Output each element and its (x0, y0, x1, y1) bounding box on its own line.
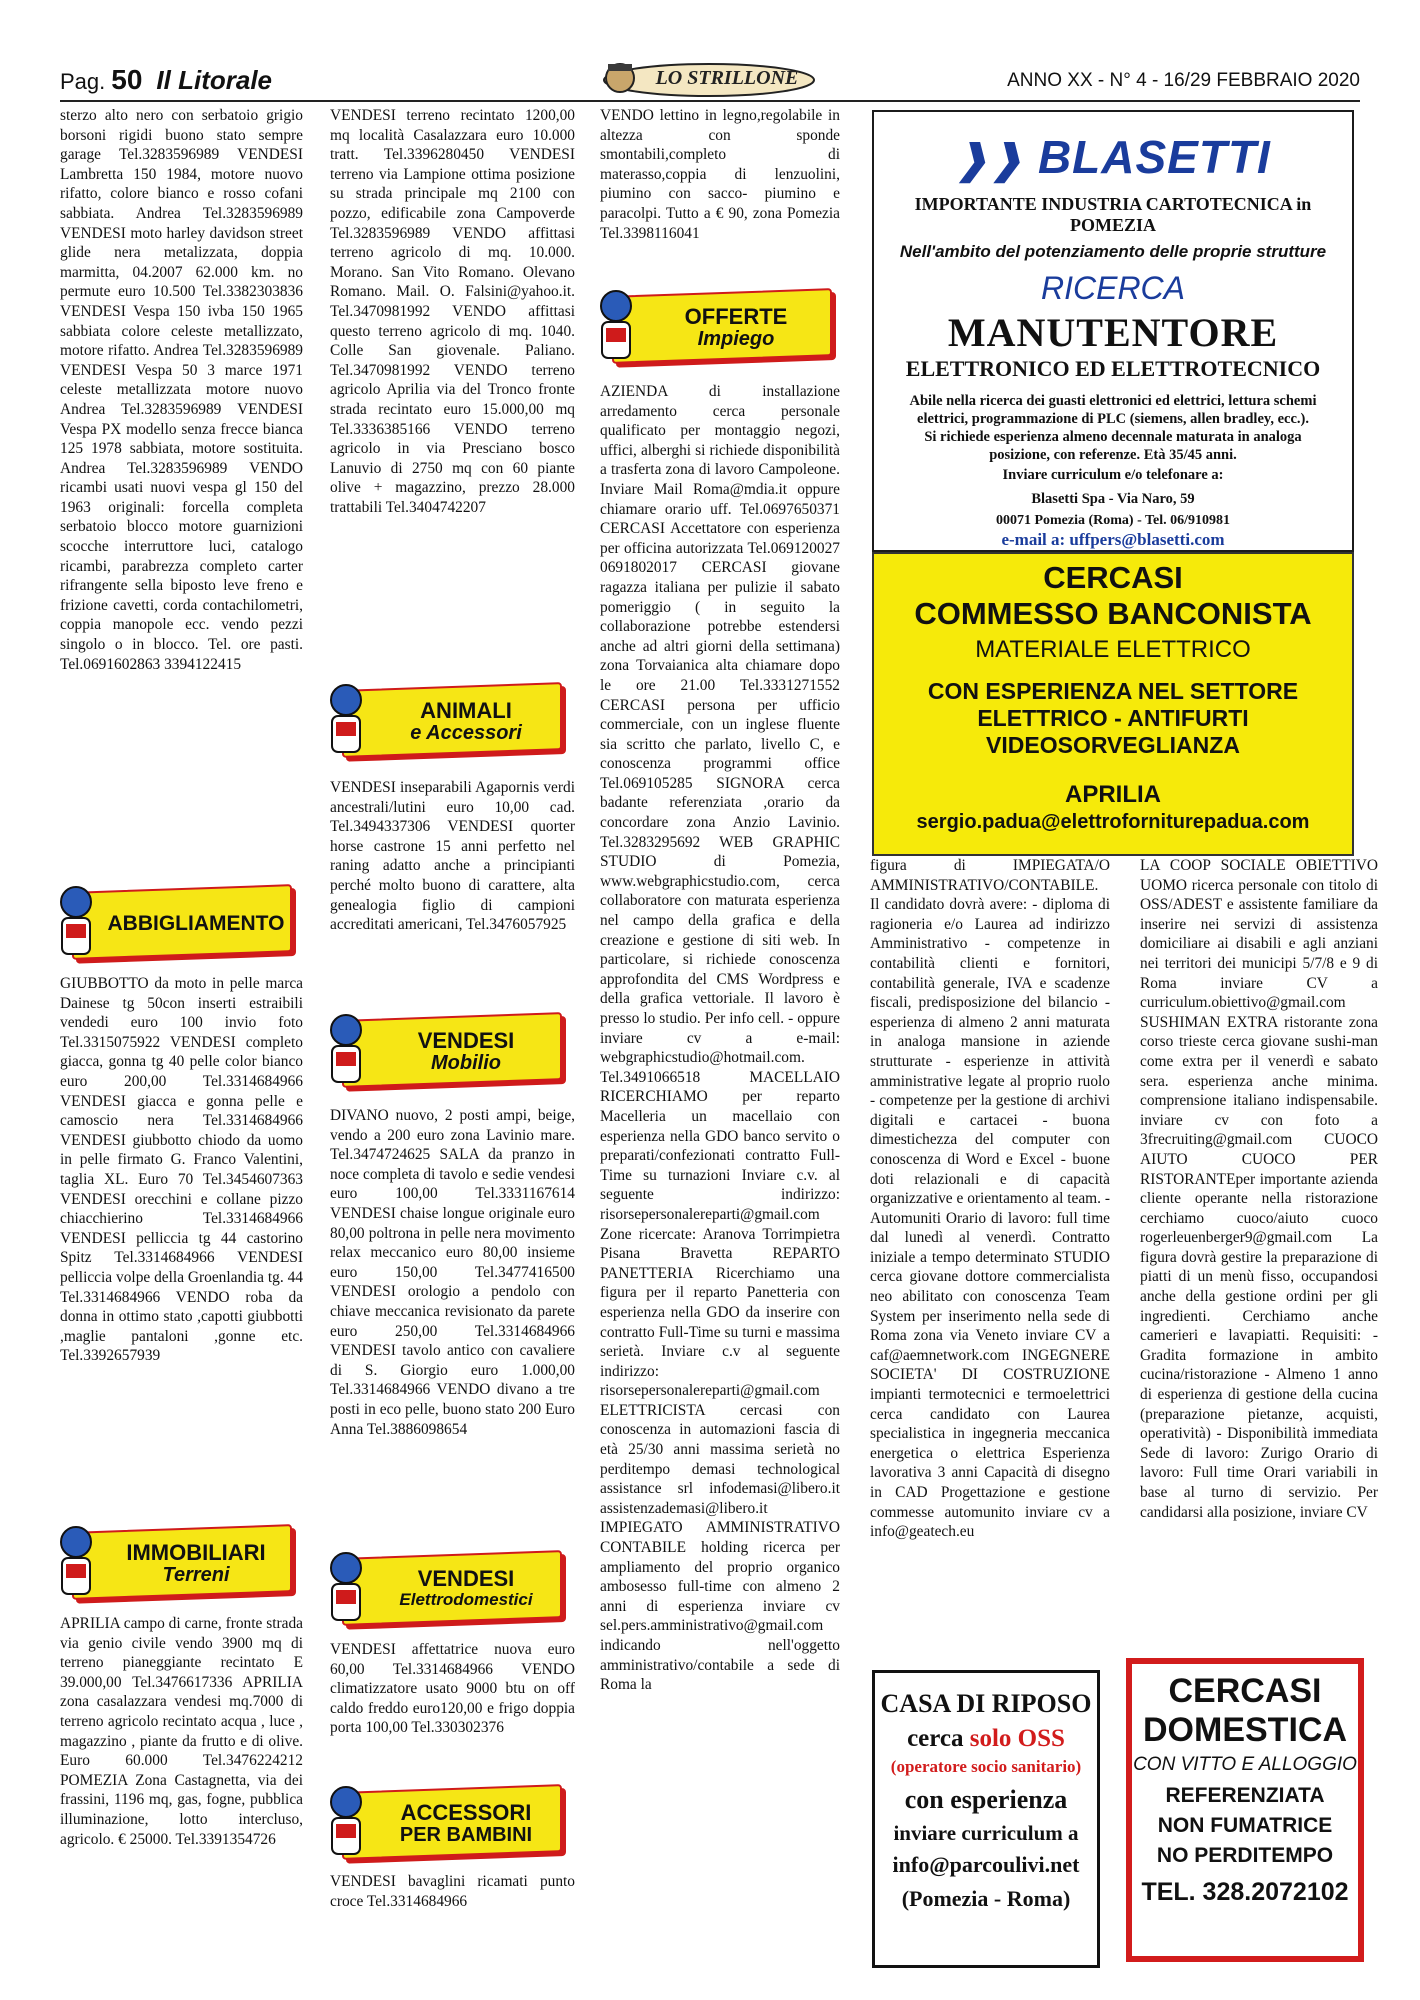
section-subtitle: e Accessori (410, 722, 522, 744)
column-2-bambini (330, 1872, 575, 1911)
casa-l2b: solo OSS (969, 1725, 1065, 1752)
classified-text: VENDESI inseparabili Agapornis verdi ancestrali/lutini euro 10,00 cad. Tel.3494337306 VENDESI quorter horse castrone 15 anni perfetto nel raning adatto anche a principianti perché molto buono di carattere, alta genealogia figlio di campioni accreditati americani, Tel.3476057925 (330, 779, 575, 934)
column-1-immobiliari (60, 1614, 303, 1849)
section-offerte-impiego (592, 284, 832, 366)
newsboy-mascot-icon (322, 1780, 370, 1860)
classified-text: VENDESI affettatrice nuova euro 60,00 Tel.3314684966 VENDO climatizzatore usato 9000 btu on off caldo freddo euro120,00 e frigo doppia porta 100,00 Tel.330302376 (330, 1641, 575, 1737)
casa-l6: info@parcoulivi.net (892, 1852, 1080, 1877)
domestica-l4: REFERENZIATA (1165, 1784, 1325, 1807)
blasetti-company: Blasetti Spa - Via Naro, 59 (1031, 491, 1195, 507)
pag-label: Pag. (60, 69, 106, 94)
classified-text: AZIENDA di installazione arredamento cerca personale qualificato per montaggio negozi, uffici, alberghi si richiede disponibilità a trasferta zona di lavoro Campoleone. Inviare Mail Roma@mdia.it oppure chiamare orario uff. Tel.0697650371 CERCASI Accettatore con esperienza per officina autorizzata Tel.069120027 0691802017 CERCASI giovane ragazza italiana per pulizie il sabato pomeriggio ( in seguito la collaborazione potrebbe estendersi anche ad altri giorni della settimana) zona Torvaianica alta chiamare dopo le ore 21.00 Tel.3331271552 CERCASI persona per ufficio commerciale, con un inglese fluente sia scritto che parlato, livello C, e conoscenza programmi office Tel.069105285 SIGNORA cerca badante referenziata ,orario da concordare zona Anzio Lavinio. Tel.3283295692 WEB GRAPHIC STUDIO di Pomezia, www.webgraphicstudio.com, cerca collaboratore con maturata esperienza nel campo della grafica e della creazione e gestione di siti web. In particolare, si richiede conoscenza approfondita del CMS Wordpress e della grafica vettoriale. Il lavoro è presso lo studio. Per info cell. - oppure inviare cv a e-mail: webgraphicstudio@hotmail.com. Tel.3491066518 MACELLAIO RICERCHIAMO per reparto Macelleria un macellaio con esperienza nella GDO banco servito o preparati/confezionati contratto Full-Time su turnazioni Inviare c.v. al seguente indirizzo: risorsepersonalereparti@gmail.com Zone ricercate: Aranova Torrimpietra Pisana Bravetta REPARTO PANETTERIA Ricerchiamo una figura per il reparto Panetteria con esperienza nella GDO da inserire con contratto Full-Time su turni e massima serietà. Inviare c.v al seguente indirizzo: risorsepersonalereparti@gmail.com ELETTRICISTA cercasi con conoscenza in automazioni fascia di età 25/30 anni massima serietà no perditempo demasi technological assistance srl infodemasi@libero.it assistenzademasi@libero.it IMPIEGATO AMMINISTRATIVO CONTABILE holding ricerca per ampliamento del proprio organico ambosesso full-time con almeno 2 anni di esperienza inviare cv sel.pers.amministrativo@gmail.com indicando nell'oggetto amministrativo/contabile a sede di Roma la (600, 383, 840, 1694)
commesso-city: APRILIA (1065, 781, 1161, 808)
commesso-l5: ELETTRICO - ANTIFURTI (977, 705, 1249, 731)
section-immobiliari (52, 1520, 292, 1602)
column-2-top (330, 106, 575, 517)
page-number-label (60, 64, 272, 96)
double-chevron-icon: ❱❱ (955, 138, 1025, 182)
commesso-l1: CERCASI (1043, 560, 1183, 595)
classified-text: VENDO lettino in legno,regolabile in altezza con sponde smontabili,completo di materasso,coppia di lenzuolini, piumino con sacco- piumino e paracolpi. Tutto a € 90, zona Pomezia Tel.3398116041 (600, 107, 840, 242)
section-title: VENDESI (417, 1028, 515, 1053)
section-title: OFFERTE (684, 304, 788, 329)
blasetti-logo (874, 130, 1352, 184)
commesso-l3: MATERIALE ELETTRICO (975, 636, 1251, 663)
header-rule (60, 100, 1360, 102)
classified-text: GIUBBOTTO da moto in pelle marca Dainese tg 50con inserti estraibili vendedi euro 100 invio foto Tel.3315075922 VENDESI completo giacca, gonna tg 40 pelle color bianco euro 200,00 Tel.3314684966 VENDESI giacca e gonna pelle e camoscio nera Tel.3314684966 VENDESI giubbotto chiodo da uomo in pelle firmato G. Franco Valentini, taglia XL. Euro 70 Tel.3454607363 VENDESI orecchini e collane pizzo chiacchierino Tel.3314684966 VENDESI pelliccia tg 44 castorino Spitz Tel.3314684966 VENDESI pelliccia volpe della Groenlandia tg. 44 Tel.3314684966 VENDO roba da donna in ottimo stato ,capotti giubbotti ,maglie pantaloni ,gonne etc. Tel.3392657939 (60, 975, 303, 1365)
classified-text: LA COOP SOCIALE OBIETTIVO UOMO ricerca personale con titolo di OSS/ADEST e assistente familiare da inserire nei servizi di assistenza domiciliare ai disabili e agli anziani nei territori dei municipi 5/7/8 e 9 di Roma inviare CV a curriculum.obiettivo@gmail.com SUSHIMAN EXTRA ristorante zona corso trieste cerca giovane sushi-man come extra per il venerdì e sabato sera. esperienza anche minima. comprensione italiano indispensabile. inviare cv con foto a 3frecruiting@gmail.com CUOCO AIUTO CUOCO PER RISTORANTEper importante azienda cliente operante nella ristorazione cerchiamo cuoco/aiuto cuoco rogerleuenberger9@gmail.com La figura dovrà gestire la preparazione di piatti di un menù fisso, occupandosi anche della gestione ordini per gli ingredienti. Cerchiamo anche camerieri e lavapiatti. Requisiti: - Gradita formazione in ambito cucina/ristorazione - Almeno 1 anno di esperienza di gestione della cucina (preparazione pietanze, acquisti, operatività) - Disponibilità immediata Sede di lavoro: Zurigo Orario di lavoro: Full time Orari variabili in base al turno di servizio. Per candidarsi alla posizione, inviare CV (1140, 857, 1378, 1521)
section-subtitle: Impiego (697, 328, 775, 350)
section-title: IMMOBILIARI (126, 1540, 266, 1565)
issue-info: ANNO XX - N° 4 - 16/29 FEBBRAIO 2020 (1007, 70, 1360, 91)
casa-l5: inviare curriculum a (893, 1821, 1079, 1845)
blasetti-desc2: Si richiede esperienza almeno decennale maturata in analoga posizione, con referenze. Età 35/45 anni. (924, 429, 1302, 463)
blasetti-address: 00071 Pomezia (Roma) - Tel. 06/910981 (995, 513, 1231, 528)
casa-l7: (Pomezia - Roma) (901, 1886, 1071, 1911)
classified-text: APRILIA campo di carne, fronte strada via genio civile vendo 3900 mq di terreno pianeggiante recintato E 39.000,00 Tel.3476617336 APRILIA zona casalazzara vendesi mq.7000 di terreno agricolo recintato acqua , luce , magazzino , piante da frutto e di olive. Euro 60.000 Tel.3476224212 POMEZIA Zona Castagnetta, via dei frassini, 1196 mq, gas, fogne, pubblica illuminazione, lotto intercluso, agricolo. € 25000. Tel.3391354726 (60, 1615, 303, 1848)
section-elettrodomestici (322, 1546, 562, 1628)
blasetti-ricerca: RICERCA (1040, 270, 1185, 306)
section-subtitle: PER BAMBINI (399, 1824, 533, 1846)
pag-number: 50 (111, 64, 143, 95)
section-title: VENDESI (417, 1566, 515, 1591)
ad-cercasi-domestica (1126, 1658, 1364, 1962)
newsboy-mascot-icon (592, 284, 640, 364)
column-2-animali (330, 778, 575, 935)
domestica-l3: CON VITTO E ALLOGGIO (1133, 1754, 1357, 1775)
classified-text: figura di IMPIEGATA/O AMMINISTRATIVO/CONTABILE. Il candidato dovrà avere: - diploma di ragioneria e/o Laurea ad indirizzo Amministrativo - competenze in contabilità clienti e fornitori, contabilità generale, IVA e scadenze fiscali, predisposizione del bilancio - esperienza di almeno 2 anni maturata in analoga mansione in aziende strutturate - esperienze in attività amministrative legate al proprio ruolo - competenze per la gestione di archivi digitali e cartacei - buona dimestichezza del computer con conoscenza di Word e Excel - buone doti relazionali e di capacità organizzative e orientamento al team. - Automuniti Orario di lavoro: full time dal lunedì al venerdì. Contratto iniziale a tempo determinato STUDIO cerca giovane dottore commercialista neo abilitato con conoscenza Team System per inserimento nella sede di Roma zona via Veneto inviare CV a caf@aemnetwork.com INGEGNERE SOCIETA' DI COSTRUZIONE impianti termotecnici e termoelettrici cerca candidato con Laurea specialistica in ingegneria meccanica energetica o elettrica Esperienza lavorativa 3 anni Capacità di disegno in CAD Progettazione e gestione commesse automunito inviare cv a info@geatech.eu (870, 857, 1110, 1541)
blasetti-email: e-mail a: uffpers@blasetti.com (1001, 530, 1225, 549)
column-3-offerte (600, 382, 840, 1695)
section-mobilio (322, 1008, 562, 1090)
classified-text: VENDESI terreno recintato 1200,00 mq località Casalazzara euro 10.000 tratt. Tel.3396280450 VENDESI terreno via Lampione ottima posizione su strada principale mq 2100 con pozzo, edificabile zona Campoverde Tel.3283596989 VENDO affittasi terreno agricolo di mq. 10.000. Morano. San Vito Romano. Olevano Romano. Mail. O. Falsini@yahoo.it. Tel.3470981992 VENDO affittasi questo terreno agricolo di mq. 1040. Colle San giovenale. Paliano. Tel.3470981992 VENDO terreno agricolo Aprilia via del Tronco fronte strada recintato euro 15.000,00 mq Tel.3336385166 VENDO terreno agricolo in via Presciano bosco Lanuvio di 2750 mq con 60 piante olive + magazzino, prezzo 28.000 trattabili Tel.3404742207 (330, 107, 575, 516)
blasetti-title: MANUTENTORE (947, 310, 1279, 355)
newsboy-mascot-icon (52, 1520, 100, 1600)
blasetti-send: Inviare curriculum e/o telefonare a: (1002, 467, 1224, 483)
column-2-mobilio (330, 1106, 575, 1439)
column-4 (870, 856, 1110, 1542)
domestica-l5: NON FUMATRICE (1157, 1814, 1333, 1837)
section-title: ANIMALI (420, 698, 512, 723)
ad-commesso-banconista (872, 552, 1354, 856)
commesso-l2: COMMESSO BANCONISTA (914, 596, 1312, 631)
newsboy-mascot-icon (322, 678, 370, 758)
column-1-top (60, 106, 303, 674)
lo-strillone-logo (598, 58, 820, 100)
blasetti-line2: Nell'ambito del potenziamento delle proprie strutture (899, 242, 1327, 261)
newsboy-mascot-icon (322, 1008, 370, 1088)
classified-text: sterzo alto nero con serbatoio grigio borsoni rigidi buono stato sempre garage Tel.3283596989 VENDESI Lambretta 150 1984, motore nuovo rifatto, colore bianco e rosso cofani sabbiata. Andrea Tel.3283596989 VENDESI moto harley davidson street glide nera metalizzata, doppia marmitta, 04.2007 62.000 km. no permute euro 10.500 Tel.3382303836 VENDESI Vespa 150 ivba 150 1965 sabbiata colore celeste metallizzato, motore rifatto. Andrea Tel.3283596989 VENDESI Vespa 50 3 marce 1971 celeste metallizzata motore nuovo Andrea Tel.3283596989 VENDESI Vespa PX modello senza frecce bianca 125 1978 sabbiata, motore sostituita. Andrea Tel.3283596989 VENDO ricambi usati nuovi vespa gl 150 del 1963 originali: forcella completa serbatoio blocco motore guarnizioni scocche interruttore luci, catalogo ricambi, parabrezza completo carter rifrangente sella biposto leve freno e frizione cavetti, corda contachilometri, coppia manopole ecc. vendo pezzi singolo o in blocco. Tel. ore pasti. Tel.0691602863 3394122415 (60, 107, 303, 673)
domestica-l7: TEL. 328.2072102 (1141, 1878, 1349, 1906)
casa-l1: CASA DI RIPOSO (880, 1689, 1092, 1718)
commesso-l6: VIDEOSORVEGLIANZA (986, 732, 1240, 758)
casa-l4: con esperienza (904, 1785, 1068, 1814)
section-animali (322, 678, 562, 760)
blasetti-subtitle: ELETTRONICO ED ELETTROTECNICO (905, 356, 1321, 381)
domestica-l1: CERCASI (1168, 1672, 1322, 1710)
commesso-l4: CON ESPERIENZA NEL SETTORE (927, 678, 1299, 704)
column-3-top (600, 106, 840, 243)
newsboy-mascot-icon (322, 1546, 370, 1626)
ad-blasetti (872, 110, 1354, 552)
casa-l3: (operatore socio sanitario) (890, 1757, 1082, 1776)
newsboy-mascot-icon (52, 880, 100, 960)
paper-name: Il Litorale (156, 65, 272, 95)
section-subtitle: Terreni (162, 1564, 230, 1586)
ad-casa-di-riposo (872, 1670, 1100, 1968)
logo-text: LO STRILLONE (655, 67, 799, 89)
section-accessori-bambini (322, 1780, 562, 1862)
classified-text: DIVANO nuovo, 2 posti ampi, beige, vendo a 200 euro zona Lavinio mare. Tel.3474724625 SALA da pranzo in noce completa di tavolo e sedie vendesi euro 100,00 Tel.3331167614 VENDESI chaise longue originale euro 80,00 poltrona in pelle nera movimento relax meccanico euro 80,00 insieme euro 150,00 Tel.3477416500 VENDESI orologio a pendolo con chiave meccanica revisionato da parete euro 250,00 Tel.3314684966 VENDESI tavolo antico con cavaliere di S. Giorgio euro 1.000,00 Tel.3314684966 VENDO divano a tre posti in eco pelle, buono stato 200 Euro Anna Tel.3886098654 (330, 1107, 575, 1438)
blasetti-line1: IMPORTANTE INDUSTRIA CARTOTECNICA in POMEZIA (914, 194, 1312, 235)
section-title: ABBIGLIAMENTO (107, 912, 285, 935)
classified-text: VENDESI bavaglini ricamati punto croce Tel.3314684966 (330, 1873, 575, 1910)
blasetti-desc1: Abile nella ricerca dei guasti elettronici ed elettrici, lettura schemi elettrici, programmazione di PLC (siemens, allen bradley, ecc.). (909, 393, 1317, 427)
commesso-email: sergio.padua@elettroforniturepadua.com (916, 811, 1310, 833)
column-1-abbigliamento (60, 974, 303, 1366)
domestica-l6: NO PERDITEMPO (1156, 1844, 1334, 1867)
column-2-elettrodomestici (330, 1640, 575, 1738)
section-abbigliamento (52, 880, 292, 962)
domestica-l2: DOMESTICA (1143, 1711, 1347, 1749)
section-title: ACCESSORI (400, 1800, 532, 1825)
blasetti-logo-text: BLASETTI (1037, 131, 1271, 183)
section-subtitle: Mobilio (431, 1052, 501, 1074)
column-5 (1140, 856, 1378, 1522)
section-subtitle: Elettrodomestici (399, 1590, 533, 1609)
casa-l2a: cerca (907, 1725, 964, 1752)
